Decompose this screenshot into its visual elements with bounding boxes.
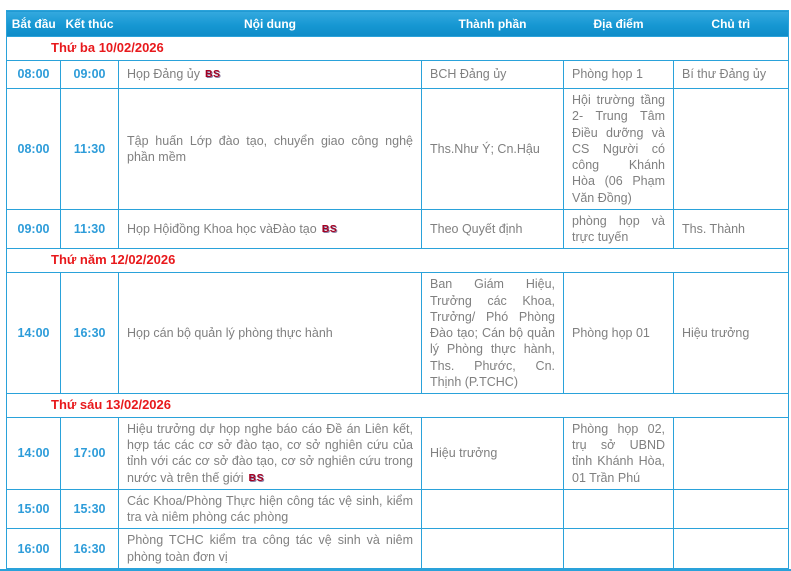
- chair-cell: Hiệu trưởng: [674, 273, 789, 394]
- table-header-row: [7, 11, 789, 37]
- content-text: Họp Đảng ủy: [127, 67, 200, 82]
- day-group-label: Thứ sáu 13/02/2026: [7, 394, 789, 418]
- content-cell: [119, 417, 422, 489]
- column-header-chair: Chủ trì: [674, 11, 789, 37]
- end-time: 15:30: [61, 489, 119, 529]
- content-cell: [119, 489, 422, 529]
- day-group-label: Thứ ba 10/02/2026: [7, 37, 789, 61]
- day-group-row: [7, 249, 789, 273]
- content-cell: [119, 61, 422, 89]
- location-cell: Phòng họp 01: [564, 273, 674, 394]
- bs-badge: BS: [248, 471, 265, 484]
- day-group-row: [7, 37, 789, 61]
- location-cell: Phòng họp 1: [564, 61, 674, 89]
- content-text: Hiệu trưởng dự họp nghe báo cáo Đề án Liên kết, hợp tác các cơ sở đào tạo, cơ sở nghiên cứu của tỉnh với các cơ sở đào tạo, cơ sở nghiên cứu trong nước và trên thế giới: [127, 421, 413, 485]
- chair-cell: [674, 529, 789, 569]
- day-group-label: Thứ năm 12/02/2026: [7, 249, 789, 273]
- bs-badge: BS: [321, 222, 338, 235]
- end-time: 09:00: [61, 61, 119, 89]
- content-text: Họp cán bộ quản lý phòng thực hành: [127, 326, 333, 340]
- table-row: [7, 89, 789, 210]
- content-cell: [119, 89, 422, 210]
- participants-cell: Theo Quyết định: [422, 209, 564, 249]
- end-time: 17:00: [61, 417, 119, 489]
- start-time: 16:00: [7, 529, 61, 569]
- chair-cell: [674, 89, 789, 210]
- table-row: [7, 273, 789, 394]
- location-cell: phòng họp và trực tuyến: [564, 209, 674, 249]
- column-header-location: Địa điểm: [564, 11, 674, 37]
- participants-cell: BCH Đảng ủy: [422, 61, 564, 89]
- start-time: 14:00: [7, 273, 61, 394]
- table-row: [7, 61, 789, 89]
- column-header-participants: Thành phần: [422, 11, 564, 37]
- start-time: 08:00: [7, 61, 61, 89]
- start-time: 08:00: [7, 89, 61, 210]
- start-time: 15:00: [7, 489, 61, 529]
- start-time: 14:00: [7, 417, 61, 489]
- content-text: Các Khoa/Phòng Thực hiện công tác vệ sinh, kiểm tra và niêm phòng các phòng: [127, 493, 413, 525]
- content-text: Phòng TCHC kiểm tra công tác vệ sinh và niêm phòng toàn đơn vị: [127, 533, 413, 564]
- table-row: [7, 417, 789, 489]
- end-time: 16:30: [61, 529, 119, 569]
- chair-cell: [674, 489, 789, 529]
- end-time: 16:30: [61, 273, 119, 394]
- content-cell: [119, 529, 422, 569]
- chair-cell: Bí thư Đảng ủy: [674, 61, 789, 89]
- participants-cell: [422, 529, 564, 569]
- start-time: 09:00: [7, 209, 61, 249]
- location-cell: Hội trường tầng 2- Trung Tâm Điều dưỡng và CS Người có công Khánh Hòa (06 Phạm Văn Đồng): [564, 89, 674, 210]
- participants-cell: Hiệu trưởng: [422, 417, 564, 489]
- end-time: 11:30: [61, 89, 119, 210]
- content-cell: [119, 273, 422, 394]
- content-text: Tập huấn Lớp đào tạo, chuyển giao công nghệ phần mềm: [127, 133, 413, 164]
- column-header-start: Bắt đầu: [7, 11, 61, 37]
- location-cell: [564, 529, 674, 569]
- end-time: 11:30: [61, 209, 119, 249]
- content-text: Họp Hộiđồng Khoa học vàĐào tạo: [127, 221, 317, 236]
- participants-cell: Ths.Như Ý; Cn.Hậu: [422, 89, 564, 210]
- bs-badge: BS: [204, 68, 221, 81]
- participants-cell: Ban Giám Hiệu, Trưởng các Khoa, Trưởng/ Phó Phòng Đào tạo; Cán bộ quản lý Phòng thực hành, Ths. Phước, Cn. Thịnh (P.TCHC): [422, 273, 564, 394]
- location-cell: [564, 489, 674, 529]
- chair-cell: [674, 417, 789, 489]
- table-row: [7, 489, 789, 529]
- day-group-row: [7, 394, 789, 418]
- content-cell: [119, 209, 422, 249]
- participants-cell: [422, 489, 564, 529]
- schedule-table: [6, 10, 789, 569]
- table-row: [7, 529, 789, 569]
- column-header-content: Nội dung: [119, 11, 422, 37]
- column-header-end: Kết thúc: [61, 11, 119, 37]
- table-row: [7, 209, 789, 249]
- location-cell: Phòng họp 02, trụ sở UBND tỉnh Khánh Hòa, 01 Trần Phú: [564, 417, 674, 489]
- chair-cell: Ths. Thành: [674, 209, 789, 249]
